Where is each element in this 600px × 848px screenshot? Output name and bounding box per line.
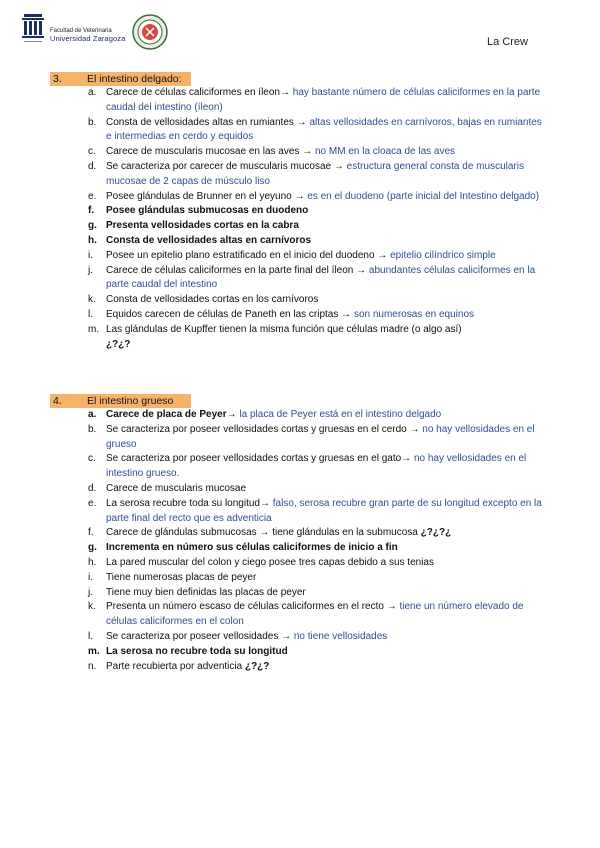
list-item — [50, 556, 550, 571]
header-right-label: La Crew — [487, 36, 528, 48]
section-title-text: El intestino grueso — [87, 395, 174, 407]
item-correction: no tiene vellosidades — [293, 630, 388, 642]
item-marker: j. — [88, 586, 93, 598]
item-marker: d. — [88, 482, 97, 494]
item-statement: Consta de vellosidades altas en carnívoros — [106, 234, 312, 246]
item-statement: Carece de células caliciformes en íleon→ — [106, 87, 293, 98]
item-marker: i. — [88, 571, 93, 583]
item-marker: b. — [88, 423, 97, 435]
item-correction: falso, serosa recubre gran parte de su longitud excepto en la parte final del recto que es adventicia — [106, 497, 542, 524]
list-item — [50, 308, 550, 323]
item-marker: e. — [88, 497, 97, 509]
item-correction: la placa de Peyer está en el intestino delgado — [239, 409, 442, 420]
list-item — [50, 219, 550, 234]
item-marker: l. — [88, 630, 93, 642]
item-marker: d. — [88, 160, 97, 172]
item-marker: b. — [88, 116, 97, 128]
veterinary-seal-icon — [132, 14, 168, 50]
item-marker: k. — [88, 601, 96, 613]
list-item — [50, 190, 550, 205]
list-item — [50, 160, 550, 190]
item-statement: Consta de vellosidades cortas en los carnívoros — [106, 294, 319, 306]
item-marker: f. — [88, 205, 95, 217]
item-statement: Carece de placa de Peyer — [106, 409, 227, 420]
section-number: 3. — [53, 73, 62, 85]
item-question-mark: ¿?¿?¿ — [420, 527, 452, 539]
faculty-logo-text — [50, 28, 125, 43]
item-statement: Tiene numerosas placas de peyer — [106, 571, 257, 583]
section-number: 4. — [53, 395, 62, 407]
item-statement: Se caracteriza por poseer vellosidades → — [106, 630, 294, 642]
item-marker: c. — [88, 453, 96, 465]
item-statement: Consta de vellosidades altas en rumiantes → — [106, 116, 310, 128]
item-statement: Posee glándulas submucosas en duodeno — [106, 205, 309, 217]
item-statement: La pared muscular del colon y ciego posee tres capas debido a sus tenias — [106, 556, 434, 568]
university-building-icon — [22, 14, 44, 46]
list-item — [50, 571, 550, 586]
item-marker: j. — [88, 264, 93, 276]
item-marker: f. — [88, 527, 94, 539]
item-marker: l. — [88, 308, 93, 320]
list-item — [50, 86, 550, 116]
item-statement: Tiene muy bien definidas las placas de peyer — [106, 586, 306, 598]
statement-list — [50, 408, 550, 674]
item-marker: a. — [88, 87, 97, 98]
item-arrow: → — [226, 409, 240, 420]
item-statement: Carece de glándulas submucosas → tiene glándulas en la submucosa — [106, 527, 421, 539]
list-item — [50, 423, 550, 453]
item-marker: m. — [88, 645, 100, 657]
item-marker: g. — [88, 542, 97, 554]
section-small-intestine — [50, 72, 550, 352]
item-marker: i. — [88, 249, 93, 261]
item-question-mark: ¿?¿? — [244, 660, 270, 672]
list-item — [50, 482, 550, 497]
faculty-name: Facultad de Veterinaria — [50, 28, 112, 34]
item-statement: Las glándulas de Kupffer tienen la misma función que células madre (o algo así) — [106, 323, 462, 335]
item-statement: Presenta un número escaso de células caliciformes en el recto → — [106, 601, 400, 613]
list-item — [50, 145, 550, 160]
list-item — [50, 116, 550, 146]
item-correction: epitelio cilíndrico simple — [390, 249, 496, 261]
list-item — [50, 600, 550, 630]
section-title — [50, 72, 550, 86]
list-item — [50, 249, 550, 264]
statement-list — [50, 86, 550, 352]
item-question-mark: ¿?¿? — [106, 338, 131, 350]
list-item — [50, 408, 550, 423]
item-correction: no MM en la cloaca de las aves — [314, 146, 456, 158]
item-statement: Posee glándulas de Brunner en el yeyuno → — [106, 190, 308, 202]
item-statement: Equidos carecen de células de Paneth en las criptas → — [106, 308, 354, 320]
list-item — [50, 586, 550, 601]
list-item — [50, 660, 550, 675]
item-statement: Carece de células caliciformes en la parte final del íleon → — [106, 264, 369, 276]
item-correction: abundantes células caliciformes en la parte caudal del intestino — [106, 264, 536, 291]
item-statement: Incrementa en número sus células caliciformes de inicio a fin — [106, 542, 398, 554]
item-statement: Se caracteriza por poseer vellosidades cortas y gruesas en el gato→ — [106, 453, 414, 465]
item-correction: son numerosas en equinos — [353, 308, 475, 320]
item-statement: La serosa no recubre toda su longitud — [106, 645, 288, 657]
list-item — [50, 234, 550, 249]
list-item — [50, 264, 550, 294]
list-item — [50, 497, 550, 527]
item-statement: Parte recubierta por adventicia — [106, 660, 245, 672]
item-statement: Se caracteriza por poseer vellosidades cortas y gruesas en el cerdo → — [106, 423, 423, 435]
item-marker: c. — [88, 146, 96, 158]
item-marker: k. — [88, 294, 96, 306]
item-correction: hay bastante número de células caliciformes en la parte caudal del intestino (íleon) — [106, 87, 541, 113]
list-item — [50, 645, 550, 660]
item-marker: h. — [88, 234, 97, 246]
item-marker: e. — [88, 190, 97, 202]
item-statement: Carece de muscularis mucosae en las aves → — [106, 146, 315, 158]
item-statement: La serosa recubre toda su longitud→ — [106, 497, 273, 509]
list-item — [50, 293, 550, 308]
item-statement: Posee un epitelio plano estratificado en el inicio del duodeno → — [106, 249, 391, 261]
university-name: Universidad Zaragoza — [50, 33, 126, 43]
list-item — [50, 452, 550, 482]
list-item — [50, 526, 550, 541]
item-correction: no hay vellosidades en el grueso — [106, 423, 535, 450]
section-title — [50, 394, 550, 408]
item-marker: n. — [88, 660, 97, 672]
item-marker: a. — [88, 409, 97, 420]
list-item — [50, 323, 550, 353]
section-title-text: El intestino delgado: — [87, 73, 182, 85]
item-correction: altas vellosidades en carnívoros, bajas en rumiantes e intermedias en cerdo y equidos — [106, 116, 542, 143]
item-correction: tiene un número elevado de células caliciformes en el colon — [106, 601, 524, 628]
section-large-intestine — [50, 394, 550, 674]
item-correction: estructura general consta de muscularis mucosae de 2 capas de músculo liso — [106, 160, 524, 187]
item-statement: Se caracteriza por carecer de muscularis mucosae → — [106, 160, 347, 172]
page-header — [0, 0, 600, 60]
list-item — [50, 630, 550, 645]
item-marker: g. — [88, 220, 97, 232]
item-correction: es en el duodeno (parte inicial del Intestino delgado) — [307, 190, 540, 202]
item-statement: Presenta vellosidades cortas en la cabra — [106, 220, 299, 232]
item-correction: no hay vellosidades en el intestino grueso. — [106, 453, 527, 480]
item-statement: Carece de muscularis mucosae — [106, 482, 247, 494]
item-marker: h. — [88, 556, 97, 568]
item-marker: m. — [88, 323, 100, 335]
list-item — [50, 204, 550, 219]
list-item — [50, 541, 550, 556]
